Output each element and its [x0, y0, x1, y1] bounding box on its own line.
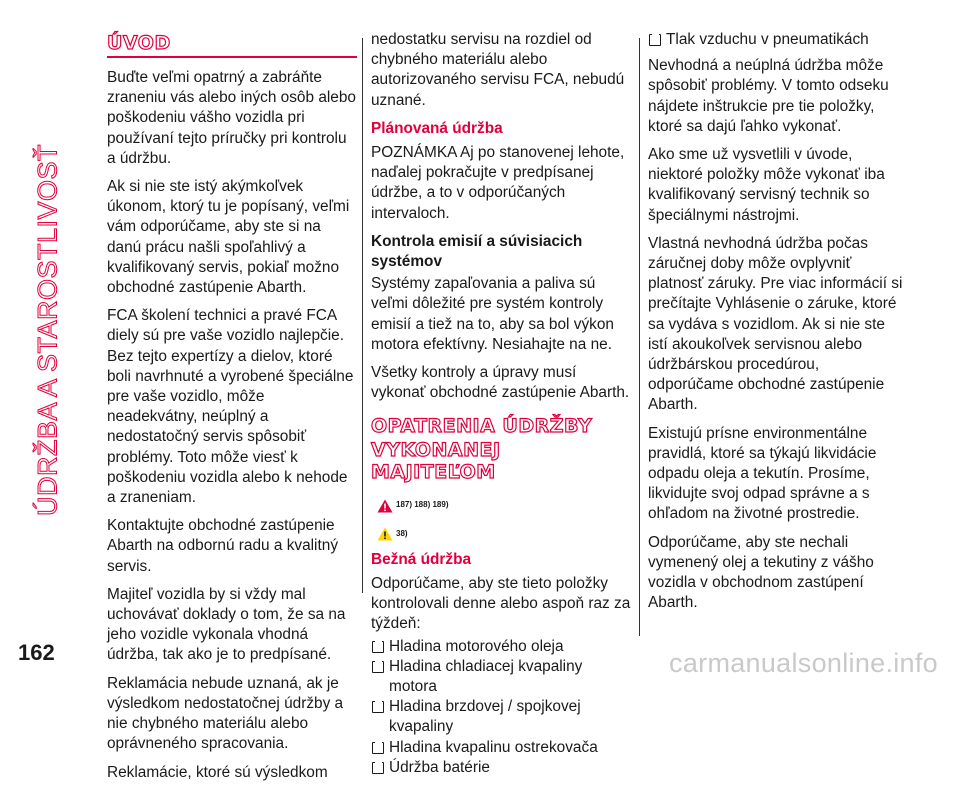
paragraph: Reklamácia nebude uznaná, ak je výsledkom nedostatočnej údržby a nie chybného materiálu alebo oprávneného spracovania.	[107, 674, 344, 753]
column-3	[648, 30, 908, 621]
list-item: Hladina chladiacej kvapaliny motora	[371, 657, 631, 697]
list-item: Hladina brzdovej / spojkovej kvapaliny	[371, 697, 631, 737]
list-item: Hladina kvapalinu ostrekovača	[371, 738, 631, 758]
caution-triangle-icon	[377, 527, 393, 541]
paragraph: Vlastná nevhodná údržba počas záručnej doby môže ovplyvniť platnosť záruky. Pre viac informácií si prečítajte Vyhlásenie o záruke, ktoré sa vydáva s vozidlom. Ak si nie ste istí akoukoľvek servisnou alebo údržbárskou procedúrou, odporúčame obchodné zastúpenie Abarth.	[648, 234, 903, 414]
caution-reference	[377, 524, 631, 544]
paragraph: Ak si nie ste istý akýmkoľvek úkonom, ktorý tu je popísaný, veľmi vám odporúčame, aby ste si na danú prácu našli spoľahlivý a kvalifikovaný servis, pokiaľ možno obchodné zastúpenie Abarth.	[107, 178, 350, 297]
paragraph: nedostatku servisu na rozdiel od chybného materiálu alebo autorizovaného servisu FCA, nebudú uznané.	[371, 31, 625, 109]
list-item: Hladina motorového oleja	[371, 637, 631, 657]
paragraph: Majiteľ vozidla by si vždy mal uchovávať doklady o tom, že sa na jeho vozidle vykonala vhodná údržba, tak ako je to predpísané.	[107, 585, 346, 664]
section-title-rule	[107, 56, 357, 58]
list-item: Údržba batérie	[371, 758, 631, 778]
paragraph: Ako sme už vysvetlili v úvode, niektoré položky môže vykonať iba kvalifikovaný servisný technik so špeciálnymi nástrojmi.	[648, 146, 885, 224]
column-2	[371, 30, 631, 778]
paragraph: Všetky kontroly a úpravy musí vykonať obchodné zastúpenie Abarth.	[371, 364, 630, 402]
owner-maintenance-heading-line1: OPATRENIA ÚDRŽBY	[371, 415, 593, 438]
paragraph: Kontaktujte obchodné zastúpenie Abarth na odbornú radu a kvalitný servis.	[107, 517, 339, 575]
section-title: ÚVOD	[107, 32, 171, 54]
checkbox-icon	[372, 641, 384, 653]
emissions-heading: Kontrola emisií a súvisiacich systémov	[371, 232, 583, 271]
paragraph: Odporúčame, aby ste nechali vymenený olej a tekutiny z vášho vozidla v obchodnom zastúpení Abarth.	[648, 533, 874, 612]
list-item: Tlak vzduchu v pneumatikách	[648, 30, 908, 50]
paragraph: Reklamácie, ktoré sú výsledkom	[107, 763, 328, 781]
paragraph: Existujú prísne environmentálne pravidlá, ktoré sa týkajú likvidácie odpadu oleja a tekutín. Prosíme, likvidujte svoj odpad správne a s ohľadom na životné prostredie.	[648, 424, 877, 523]
column-divider-2	[639, 38, 640, 636]
page-number: 162	[18, 640, 55, 665]
owner-maintenance-heading-line2: VYKONANEJ MAJITEĽOM	[371, 439, 501, 484]
paragraph: Nevhodná a neúplná údržba môže spôsobiť problémy. V tomto odseku nájdete inštrukcie pre tie položky, ktoré sa dajú ľahko vykonať.	[648, 57, 889, 135]
warning-reference	[377, 495, 631, 515]
warning-triangle-icon	[377, 499, 393, 513]
chapter-side-title: ÚDRŽBA A STAROSTLIVOSŤ	[32, 143, 63, 517]
planned-maintenance-heading: Plánovaná údržba	[371, 119, 503, 137]
column-1	[107, 30, 357, 791]
checkbox-icon	[372, 762, 384, 774]
warning-refs: 187) 188) 189)	[396, 500, 449, 510]
paragraph: Odporúčame, aby ste tieto položky kontrolovali denne alebo aspoň raz za týždeň:	[371, 575, 631, 633]
paragraph: Systémy zapaľovania a paliva sú veľmi dôležité pre systém kontroly emisií a tiež na to, aby sa bol výkon motora efektívny. Nesiahajte na ne.	[371, 275, 614, 353]
watermark: carmanualsonline.info	[669, 648, 938, 678]
checkbox-icon	[372, 701, 384, 713]
checkbox-icon	[372, 661, 384, 673]
column-divider-1	[362, 38, 363, 593]
paragraph: FCA školení technici a pravé FCA diely sú pre vaše vozidlo najlepčie. Bez tejto expertízy a dielov, ktoré boli navrhnuté a vyrobené špeciálne pre vaše vozidlo, môže neadekvátny, neúplný a nedostatočný servis spôsobiť problémy. Toto môže viesť k poškodeniu vozidla alebo k nehode a zraneniam.	[107, 307, 354, 507]
checkbox-icon	[649, 34, 661, 46]
checkbox-icon	[372, 742, 384, 754]
paragraph: POZNÁMKA Aj po stanovenej lehote, naďalej pokračujte v predpísanej údržbe, a to v odporúčaných intervaloch.	[371, 144, 625, 222]
caution-refs: 38)	[396, 528, 408, 538]
paragraph: Buďte veľmi opatrný a zabráňte zraneniu vás alebo iných osôb alebo poškodeniu vášho vozidla pri používaní tejto príručky pri kontrolu a údržbu.	[107, 69, 356, 167]
routine-maintenance-heading: Bežná údržba	[371, 550, 472, 568]
